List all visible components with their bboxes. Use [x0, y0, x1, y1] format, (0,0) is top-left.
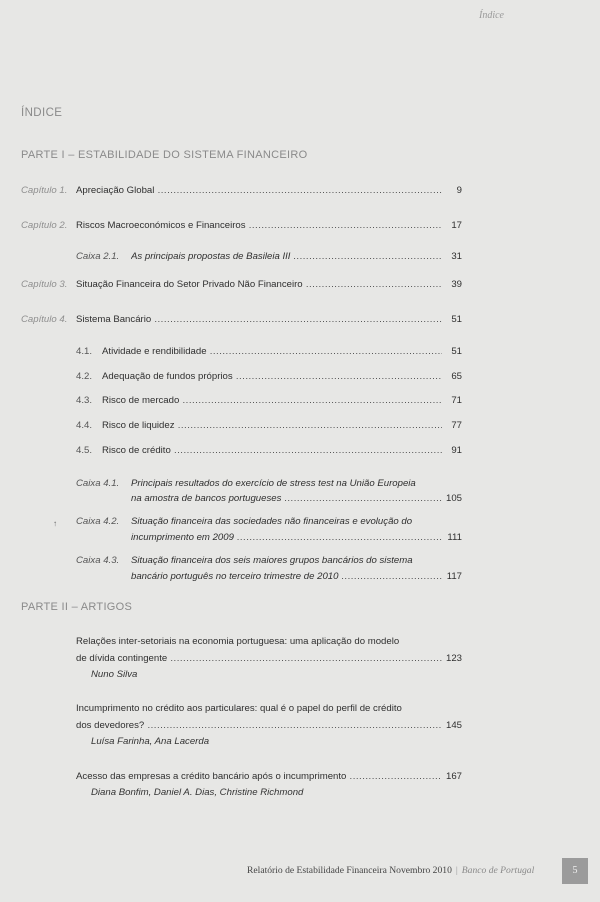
entry-text-line2: na amostra de bancos portugueses ..... — [131, 491, 442, 507]
entry-label: 4.3. — [76, 395, 93, 406]
entry-text: Sistema Bancário ..... — [76, 312, 442, 328]
entry-page: 145 — [445, 720, 462, 731]
toc-entry-section-4-5[interactable] — [0, 443, 600, 459]
footer-report-title: Relatório de Estabilidade Financeira Novembro 2010 — [247, 865, 452, 876]
toc-entry-chapter-4[interactable] — [0, 312, 600, 328]
entry-page: 77 — [451, 420, 462, 431]
toc-entry-section-4-4[interactable] — [0, 418, 600, 434]
part2-title: PARTE II – ARTIGOS — [21, 601, 133, 613]
toc-entry-chapter-1[interactable] — [0, 183, 600, 199]
entry-text-line1: Incumprimento no crédito aos particulares: qual é o papel do perfil de crédito — [76, 703, 402, 714]
entry-text-line2: bancário português no terceiro trimestre de 2010 ..... — [131, 569, 442, 585]
running-head: Índice — [479, 10, 504, 21]
entry-page: 91 — [451, 445, 462, 456]
entry-page: 167 — [445, 771, 462, 782]
entry-text: Risco de crédito ..... — [102, 443, 442, 459]
entry-author: Diana Bonfim, Daniel A. Dias, Christine Richmond — [91, 787, 304, 798]
entry-label: Caixa 2.1. — [76, 251, 120, 262]
margin-mark: ↑ — [53, 519, 57, 528]
entry-label: 4.5. — [76, 445, 93, 456]
entry-label: 4.1. — [76, 346, 93, 357]
entry-text: Adequação de fundos próprios ..... — [102, 369, 442, 385]
entry-label: 4.2. — [76, 371, 93, 382]
entry-text: Riscos Macroeconómicos e Financeiros ..... — [76, 218, 442, 234]
entry-text: Risco de liquidez ..... — [102, 418, 442, 434]
entry-page: 9 — [456, 185, 462, 196]
entry-page: 111 — [447, 532, 462, 543]
entry-text: Atividade e rendibilidade ..... — [102, 344, 442, 360]
entry-row — [0, 651, 600, 667]
entry-label: Capítulo 2. — [21, 220, 68, 231]
entry-text: As principais propostas de Basileia III ..... — [131, 249, 442, 265]
toc-entry-chapter-2[interactable] — [0, 218, 600, 234]
entry-text: Apreciação Global ..... — [76, 183, 442, 199]
entry-text-line2: de dívida contingente ..... — [76, 651, 442, 667]
entry-page: 51 — [451, 346, 462, 357]
entry-page: 51 — [451, 314, 462, 325]
entry-author: Luísa Farinha, Ana Lacerda — [91, 736, 210, 747]
entry-label: Capítulo 4. — [21, 314, 68, 325]
entry-label: Capítulo 1. — [21, 185, 68, 196]
entry-page: 123 — [445, 653, 462, 664]
entry-text-line1: Principais resultados do exercício de stress test na União Europeia — [131, 478, 416, 489]
entry-text-line2: incumprimento em 2009 ..... — [131, 530, 442, 546]
entry-text-line1: Situação financeira das sociedades não financeiras e evolução do — [131, 516, 413, 527]
entry-page: 39 — [451, 279, 462, 290]
entry-row — [0, 530, 600, 546]
toc-entry-box-2-1[interactable] — [0, 249, 600, 265]
index-title: ÍNDICE — [21, 107, 63, 119]
footer-separator: | — [455, 865, 458, 876]
toc-entry-chapter-3[interactable] — [0, 277, 600, 293]
entry-page: 17 — [451, 220, 462, 231]
entry-text-line1: Situação financeira dos seis maiores grupos bancários do sistema — [131, 555, 413, 566]
entry-page: 105 — [445, 493, 462, 504]
toc-entry-section-4-1[interactable] — [0, 344, 600, 360]
entry-label: Caixa 4.2. — [76, 516, 120, 527]
entry-row — [0, 491, 600, 507]
entry-row — [0, 769, 600, 785]
toc-entry-section-4-3[interactable] — [0, 393, 600, 409]
toc-entry-section-4-2[interactable] — [0, 369, 600, 385]
entry-label: Caixa 4.1. — [76, 478, 120, 489]
entry-text-line1: Acesso das empresas a crédito bancário após o incumprimento ..... — [76, 769, 442, 785]
entry-label: 4.4. — [76, 420, 93, 431]
footer-bank-name: Banco de Portugal — [461, 865, 535, 876]
entry-page: 31 — [451, 251, 462, 262]
entry-author: Nuno Silva — [91, 669, 138, 680]
entry-row — [0, 718, 600, 734]
entry-text: Risco de mercado ..... — [102, 393, 442, 409]
page-number: 5 — [562, 858, 588, 884]
entry-text: Situação Financeira do Setor Privado Não Financeiro ..... — [76, 277, 442, 293]
entry-row — [0, 569, 600, 585]
entry-text-line2: dos devedores? ..... — [76, 718, 442, 734]
entry-page: 71 — [451, 395, 462, 406]
entry-label: Caixa 4.3. — [76, 555, 120, 566]
entry-text-line1: Relações inter-setoriais na economia portuguesa: uma aplicação do modelo — [76, 636, 400, 647]
entry-page: 65 — [451, 371, 462, 382]
entry-label: Capítulo 3. — [21, 279, 68, 290]
part1-title: PARTE I – ESTABILIDADE DO SISTEMA FINANCEIRO — [21, 149, 308, 161]
page-footer — [247, 865, 534, 876]
entry-page: 117 — [446, 571, 462, 582]
